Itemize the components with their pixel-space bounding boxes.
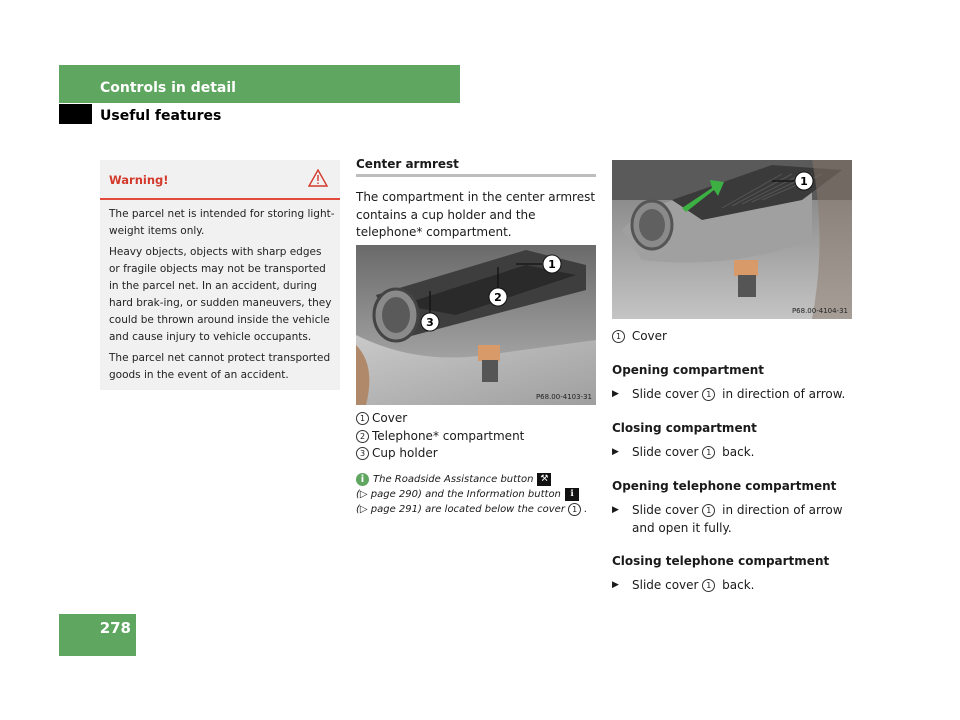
callout-layer (612, 160, 852, 319)
callout-1: 1 (548, 258, 556, 271)
note-text: (▷ page 291) are located below the cover (356, 504, 565, 515)
armrest-photo (356, 245, 596, 405)
instruction-step (612, 577, 857, 595)
legend-label: Cover (631, 329, 667, 343)
section-heading: Center armrest (356, 157, 459, 171)
step-text: Slide cover (632, 445, 699, 459)
instruction-step (612, 444, 857, 462)
page-number: 278 (99, 619, 131, 637)
callout-1: 1 (800, 175, 808, 188)
legend-item (356, 410, 524, 428)
instruction-step (612, 386, 857, 404)
information-button-icon: ℹ (565, 488, 579, 501)
legend-label: Cup holder (372, 446, 438, 460)
opening-compartment-heading: Opening compartment (612, 363, 765, 377)
bullet-arrow-icon: ▶ (612, 580, 619, 590)
info-icon: i (356, 473, 369, 486)
cover-legend (612, 328, 857, 346)
warning-triangle-icon (308, 169, 328, 187)
legend-number: 3 (356, 447, 369, 460)
step-text: Slide cover (632, 387, 699, 401)
section-intro: The compartment in the center armrest contains a cup holder and the telephone* compartment. (356, 190, 596, 239)
warning-body (109, 206, 335, 388)
legend-label: Cover (372, 411, 408, 425)
callout-layer (356, 245, 596, 405)
note-text: . (584, 504, 588, 515)
bullet-arrow-icon: ▶ (612, 505, 619, 515)
photo-code: P68.00-4103-31 (535, 393, 592, 401)
warning-title: Warning! (109, 173, 169, 187)
warning-paragraph: The parcel net is intended for storing light-weight items only. (109, 208, 335, 237)
legend-number: 1 (568, 503, 581, 516)
legend-item (356, 445, 524, 463)
chapter-title: Controls in detail (100, 80, 236, 96)
callout-3: 3 (426, 316, 434, 329)
warning-paragraph: The parcel net cannot protect transported goods in the event of an accident. (109, 352, 331, 381)
legend-number: 1 (702, 579, 715, 592)
photo-legend (356, 410, 524, 463)
legend-number: 1 (702, 446, 715, 459)
legend-number: 1 (702, 388, 715, 401)
section-marker (59, 104, 92, 124)
step-text: back. (722, 445, 755, 459)
instruction-step (612, 502, 857, 537)
info-note (356, 472, 596, 517)
warning-header (100, 160, 340, 200)
legend-item (356, 428, 524, 446)
cover-photo (612, 160, 852, 319)
step-text: in direction of arrow. (722, 387, 846, 401)
section-rule (356, 174, 596, 177)
roadside-assistance-button-icon: ⚒ (537, 473, 551, 486)
step-text: in direction of arrow and open it fully. (632, 503, 843, 535)
section-subtitle: Useful features (100, 108, 222, 124)
closing-telephone-heading: Closing telephone compartment (612, 554, 830, 568)
note-text: The Roadside Assistance button (373, 474, 534, 485)
legend-number: 2 (356, 430, 369, 443)
opening-telephone-heading: Opening telephone compartment (612, 479, 837, 493)
callout-2: 2 (494, 291, 502, 304)
bullet-arrow-icon: ▶ (612, 389, 619, 399)
step-text: back. (722, 578, 755, 592)
legend-number: 1 (612, 330, 625, 343)
photo-code: P68.00-4104-31 (791, 307, 848, 315)
closing-compartment-heading: Closing compartment (612, 421, 757, 435)
warning-box (100, 160, 340, 390)
note-text: (▷ page 290) and the Information button (356, 489, 561, 500)
legend-number: 1 (702, 504, 715, 517)
step-text: Slide cover (632, 578, 699, 592)
legend-number: 1 (356, 412, 369, 425)
warning-paragraph: Heavy objects, objects with sharp edges or fragile objects may not be transported in the parcel net. In an accident, during hard brak-ing, or sudden maneuvers, they could be thrown around inside the vehicle and cause injury to vehicle occupants. (109, 246, 332, 343)
legend-label: Telephone* compartment (372, 428, 525, 443)
step-text: Slide cover (632, 503, 699, 517)
bullet-arrow-icon: ▶ (612, 447, 619, 457)
